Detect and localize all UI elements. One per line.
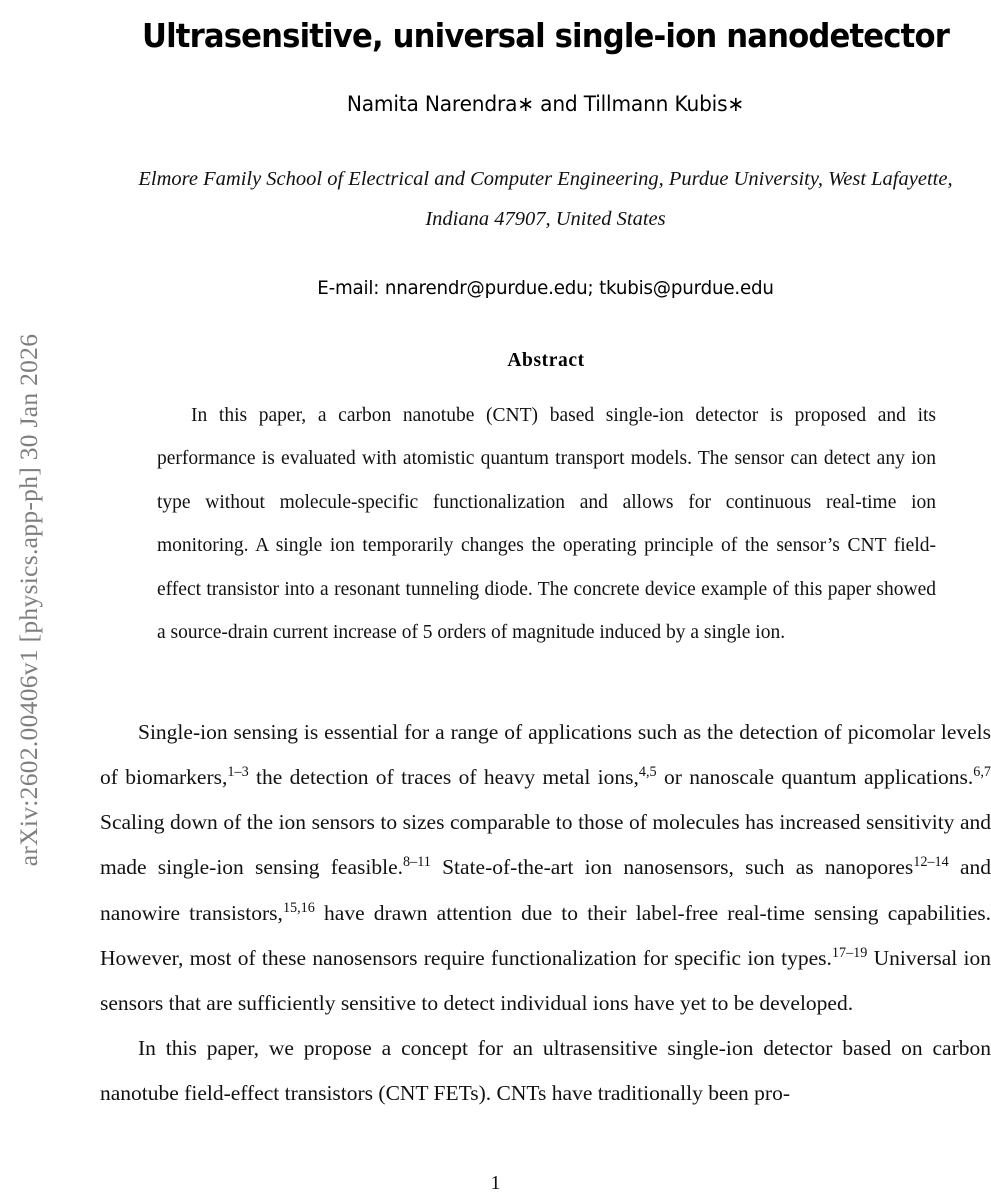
body-paragraph-2: [100, 1026, 991, 1116]
text-segment: Scaling down of the ion sensors to sizes comparable to those of molecules has increased sensitivity and made single-ion sensing feasible.: [100, 810, 991, 880]
author-list: [118, 92, 973, 116]
arxiv-stamp-text: arXiv:2602.00406v1 [physics.app-ph] 30 Jan 2026: [14, 333, 43, 867]
abstract-paragraph: In this paper, a carbon nanotube (CNT) based single-ion detector is proposed and its performance is evaluated with atomistic quantum transport models. The sensor can detect any ion type without molecule-specific functionalization and allows for continuous real-time ion monitoring. A single ion temporarily changes the operating principle of the sensor’s CNT field-effect transistor into a resonant tunneling diode. The concrete device example of this paper showed a source-drain current increase of 5 orders of magnitude induced by a single ion.: [157, 405, 936, 644]
text-segment: Single-ion sensing is essential for a range of applications such as the detection of picomolar levels of biomarkers,: [100, 720, 991, 790]
author-names: Namita Narendra∗ and Tillmann Kubis∗: [346, 92, 745, 116]
text-segment: or nanoscale quantum applications.: [656, 765, 974, 790]
citation-ref[interactable]: 17–19: [831, 944, 868, 961]
citation-ref[interactable]: 12–14: [913, 854, 949, 871]
text-segment: In this paper, we propose a concept for an ultrasensitive single-ion detector based on carbon nanotube field-effect transistors (CNT FETs). CNTs have traditionally been pro-: [100, 1035, 991, 1106]
text-segment: the detection of traces of heavy metal ions,: [248, 765, 639, 790]
page-title: Ultrasensitive, universal single-ion nanodetector: [141, 16, 950, 56]
text-segment: and nanowire transistors,: [100, 855, 991, 925]
text-segment: State-of-the-art ion nanosensors, such as nanopores: [430, 855, 914, 880]
affiliation: Elmore Family School of Electrical and Computer Engineering, Purdue University, West Lafayette, Indiana 47907, United States: [138, 168, 953, 230]
body-paragraph-1: [100, 710, 991, 1026]
citation-ref[interactable]: 1–3: [227, 764, 249, 781]
body-text: [100, 710, 991, 1116]
abstract-heading: Abstract: [507, 350, 585, 371]
citation-ref[interactable]: 4,5: [638, 764, 657, 781]
text-segment: have drawn attention due to their label-free real-time sensing capabilities. However, most of these nanosensors require functionalization for specific ion types.: [100, 900, 991, 970]
citation-ref[interactable]: 15,16: [282, 899, 315, 916]
page-number: 1: [490, 1172, 501, 1194]
abstract-body: [157, 394, 936, 655]
citation-ref[interactable]: 6,7: [973, 764, 991, 781]
email-line: E-mail: nnarendr@purdue.edu; tkubis@purdue.edu: [317, 277, 774, 299]
citation-ref[interactable]: 8–11: [403, 854, 431, 871]
text-segment: Universal ion sensors that are sufficiently sensitive to detect individual ions have yet to be developed.: [100, 945, 991, 1015]
